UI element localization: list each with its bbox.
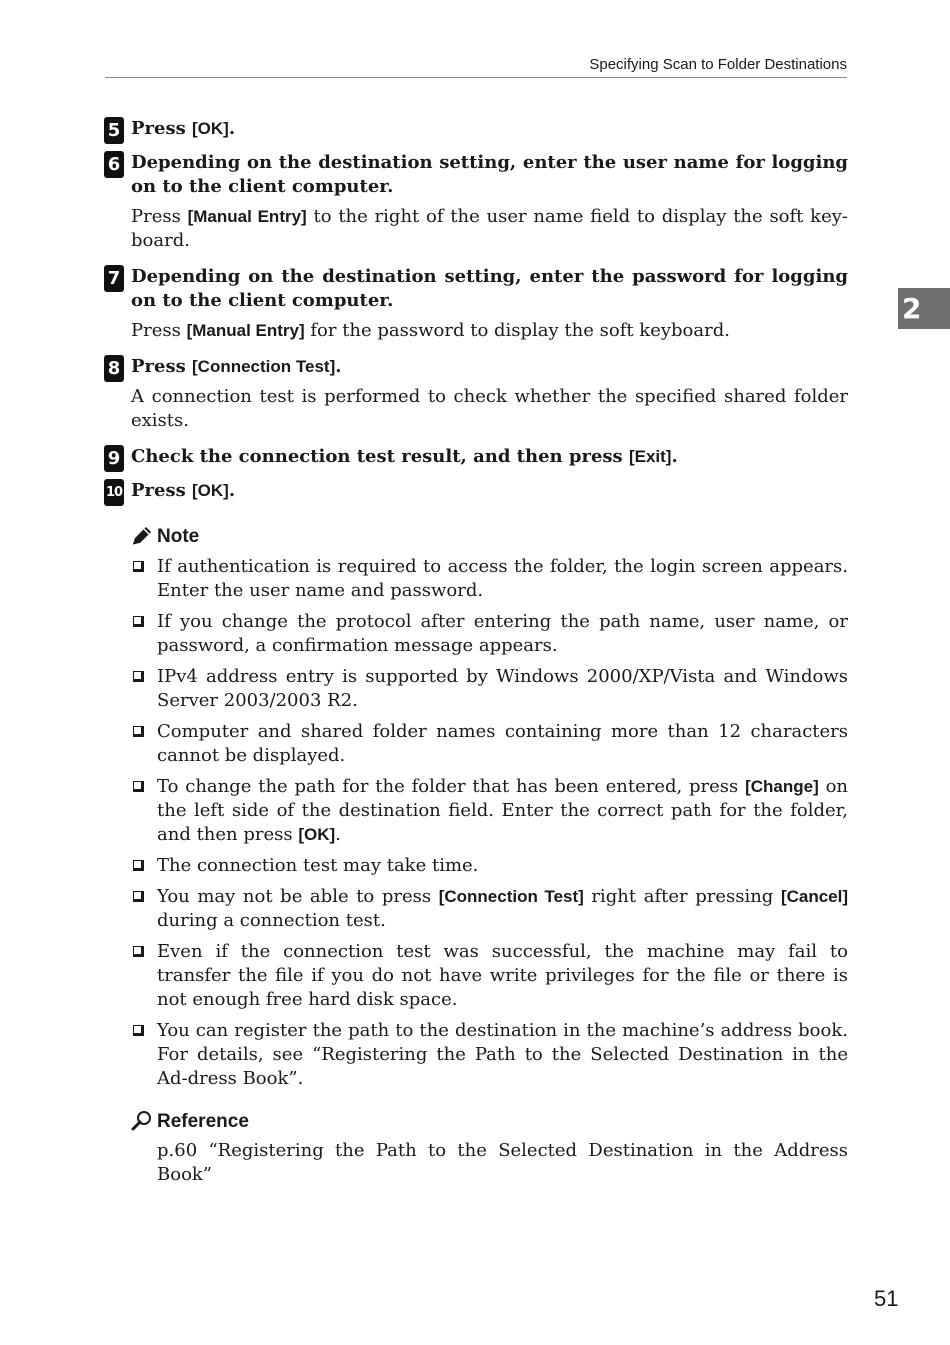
manual-entry-key-label: [Manual Entry]	[186, 321, 305, 340]
note-item: You can register the path to the destination in the machine’s address book. For details, see “Registering the Path to the Selected Destination in the Ad-dress Book”.	[131, 1019, 848, 1091]
chapter-tab: 2	[898, 288, 950, 329]
step-number-badge: 9	[104, 445, 124, 472]
step-number-badge: 6	[104, 151, 124, 178]
page-content	[104, 114, 848, 1187]
step-5	[104, 117, 848, 141]
step-number-badge: 7	[104, 265, 124, 292]
page-number: 51	[874, 1286, 899, 1311]
checkbox-icon	[133, 561, 144, 572]
note-list	[131, 555, 848, 1091]
magnifier-icon	[131, 1109, 153, 1138]
checkbox-icon	[133, 891, 144, 902]
step-title: Depending on the destination setting, enter the user name for logging on to the client computer.	[131, 152, 848, 197]
note-item: Computer and shared folder names containing more than 12 characters cannot be displayed.	[131, 720, 848, 768]
reference-link[interactable]: p.60 “Registering the Path to the Selected Destination in the Address Book”	[157, 1140, 848, 1185]
reference-section	[131, 1109, 848, 1187]
step-number-badge: 5	[104, 117, 124, 144]
step-number-badge: 8	[104, 355, 124, 382]
checkbox-icon	[133, 616, 144, 627]
checkbox-icon	[133, 860, 144, 871]
step-title: Check the connection test result, and then press [Exit].	[131, 446, 678, 467]
step-title: Press [Connection Test].	[131, 356, 342, 377]
change-key-label: [Change]	[745, 777, 819, 796]
note-item: If authentication is required to access the folder, the login screen appears. Enter the user name and password.	[131, 555, 848, 603]
step-6	[104, 151, 848, 253]
ok-key-label: [OK]	[192, 119, 229, 138]
step-8	[104, 355, 848, 433]
step-number-badge: 10	[104, 479, 124, 506]
note-item: Even if the connection test was successful, the machine may fail to transfer the file if you do not have write privileges for the file or there is not enough free hard disk space.	[131, 940, 848, 1012]
note-item: To change the path for the folder that has been entered, press [Change] on the left side of the destination field. Enter the correct path for the folder, and then press [OK].	[131, 775, 848, 847]
pencil-icon	[131, 526, 153, 553]
running-header-title: Specifying Scan to Folder Destinations	[589, 56, 847, 73]
checkbox-icon	[133, 946, 144, 957]
reference-heading: Reference	[131, 1109, 848, 1133]
exit-key-label: [Exit]	[628, 447, 672, 466]
step-title: Press [OK].	[131, 480, 236, 501]
connection-test-key-label: [Connection Test]	[438, 887, 584, 906]
step-title: Press [OK].	[131, 118, 236, 139]
checkbox-icon	[133, 1025, 144, 1036]
checkbox-icon	[133, 781, 144, 792]
note-heading: Note	[131, 525, 848, 549]
step-10	[104, 479, 848, 503]
note-item: The connection test may take time.	[131, 854, 848, 878]
step-7	[104, 265, 848, 343]
checkbox-icon	[133, 671, 144, 682]
step-9	[104, 445, 848, 469]
note-item: If you change the protocol after entering the path name, user name, or password, a confirmation message appears.	[131, 610, 848, 658]
step-description: Press [Manual Entry] to the right of the user name field to display the soft key-board.	[131, 206, 848, 251]
cancel-key-label: [Cancel]	[780, 887, 849, 906]
running-header	[105, 56, 847, 78]
ok-key-label: [OK]	[192, 481, 229, 500]
checkbox-icon	[133, 726, 144, 737]
step-description: A connection test is performed to check whether the specified shared folder exists.	[131, 386, 848, 431]
step-description: Press [Manual Entry] for the password to display the soft keyboard.	[131, 320, 730, 341]
note-item: You may not be able to press [Connection Test] right after pressing [Cancel] during a connection test.	[131, 885, 848, 933]
step-title: Depending on the destination setting, enter the password for logging on to the client computer.	[131, 266, 848, 311]
ok-key-label: [OK]	[298, 825, 336, 844]
manual-entry-key-label: [Manual Entry]	[187, 207, 307, 226]
connection-test-key-label: [Connection Test]	[192, 357, 336, 376]
note-item: IPv4 address entry is supported by Windows 2000/XP/Vista and Windows Server 2003/2003 R2.	[131, 665, 848, 713]
note-section	[131, 525, 848, 1091]
